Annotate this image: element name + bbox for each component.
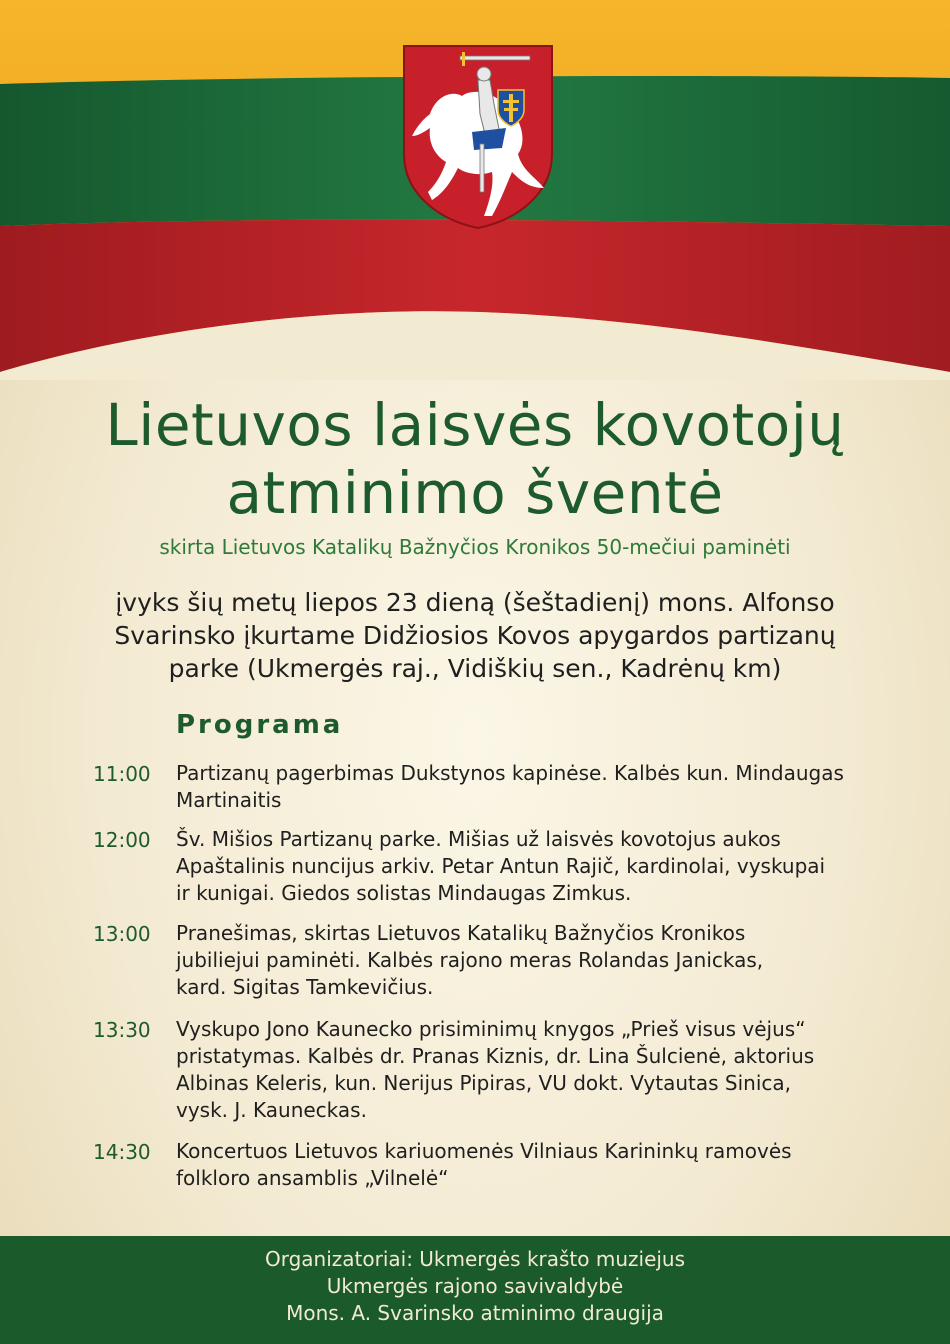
intro-paragraph <box>80 586 870 685</box>
program-line: Albinas Keleris, kun. Nerijus Pipiras, VU dokt. Vytautas Sinica, <box>176 1071 791 1095</box>
title-line-1: Lietuvos laisvės kovotojų <box>105 391 845 459</box>
intro-line: įvyks šių metų liepos 23 dieną (šeštadienį) mons. Alfonso <box>115 588 835 617</box>
organizers-footer <box>0 1236 950 1344</box>
program-line: Partizanų pagerbimas Dukstynos kapinėse. Kalbės kun. Mindaugas <box>176 761 844 785</box>
footer-line: Mons. A. Svarinsko atminimo draugija <box>286 1301 664 1325</box>
program-description <box>176 826 856 907</box>
footer-line: Ukmergės rajono savivaldybė <box>326 1274 624 1298</box>
vytis-coat-of-arms-icon <box>402 44 554 230</box>
title-line-2: atminimo šventė <box>226 459 724 527</box>
subtitle: skirta Lietuvos Katalikų Bažnyčios Kronikos 50-mečiui paminėti <box>159 535 791 559</box>
program-line: jubiliejui paminėti. Kalbės rajono meras Rolandas Janickas, <box>176 948 764 972</box>
program-heading: Programa <box>176 710 344 740</box>
footer-line: Organizatoriai: Ukmergės krašto muziejus <box>264 1247 686 1271</box>
program-time: 13:30 <box>93 1018 151 1042</box>
program-time: 11:00 <box>93 762 151 786</box>
program-line: Koncertuos Lietuvos kariuomenės Vilniaus Karininkų ramovės <box>176 1139 792 1163</box>
program-line: vysk. J. Kauneckas. <box>176 1098 367 1122</box>
intro-line: Svarinsko įkurtame Didžiosios Kovos apygardos partizanų <box>114 621 836 650</box>
intro-line: parke (Ukmergės raj., Vidiškių sen., Kadrėnų km) <box>168 654 782 683</box>
program-line: Pranešimas, skirtas Lietuvos Katalikų Bažnyčios Kronikos <box>176 921 746 945</box>
program-time: 14:30 <box>93 1140 151 1164</box>
program-line: kard. Sigitas Tamkevičius. <box>176 975 434 999</box>
program-line: Šv. Mišios Partizanų parke. Mišias už laisvės kovotojus aukos <box>176 827 781 851</box>
program-description <box>176 1138 856 1192</box>
program-description <box>176 1016 856 1124</box>
program-description <box>176 920 856 1001</box>
program-time: 13:00 <box>93 922 151 946</box>
program-line: Martinaitis <box>176 788 282 812</box>
program-line: ir kunigai. Giedos solistas Mindaugas Zimkus. <box>176 881 632 905</box>
program-line: Vyskupo Jono Kaunecko prisiminimų knygos „Prieš visus vėjus“ <box>176 1017 806 1041</box>
program-time: 12:00 <box>93 828 151 852</box>
program-line: folkloro ansamblis „Vilnelė“ <box>176 1166 449 1190</box>
program-line: pristatymas. Kalbės dr. Pranas Kiznis, dr. Lina Šulcienė, aktorius <box>176 1044 815 1068</box>
program-description <box>176 760 856 814</box>
program-line: Apaštalinis nuncijus arkiv. Petar Antun Rajič, kardinolai, vyskupai <box>176 854 826 878</box>
